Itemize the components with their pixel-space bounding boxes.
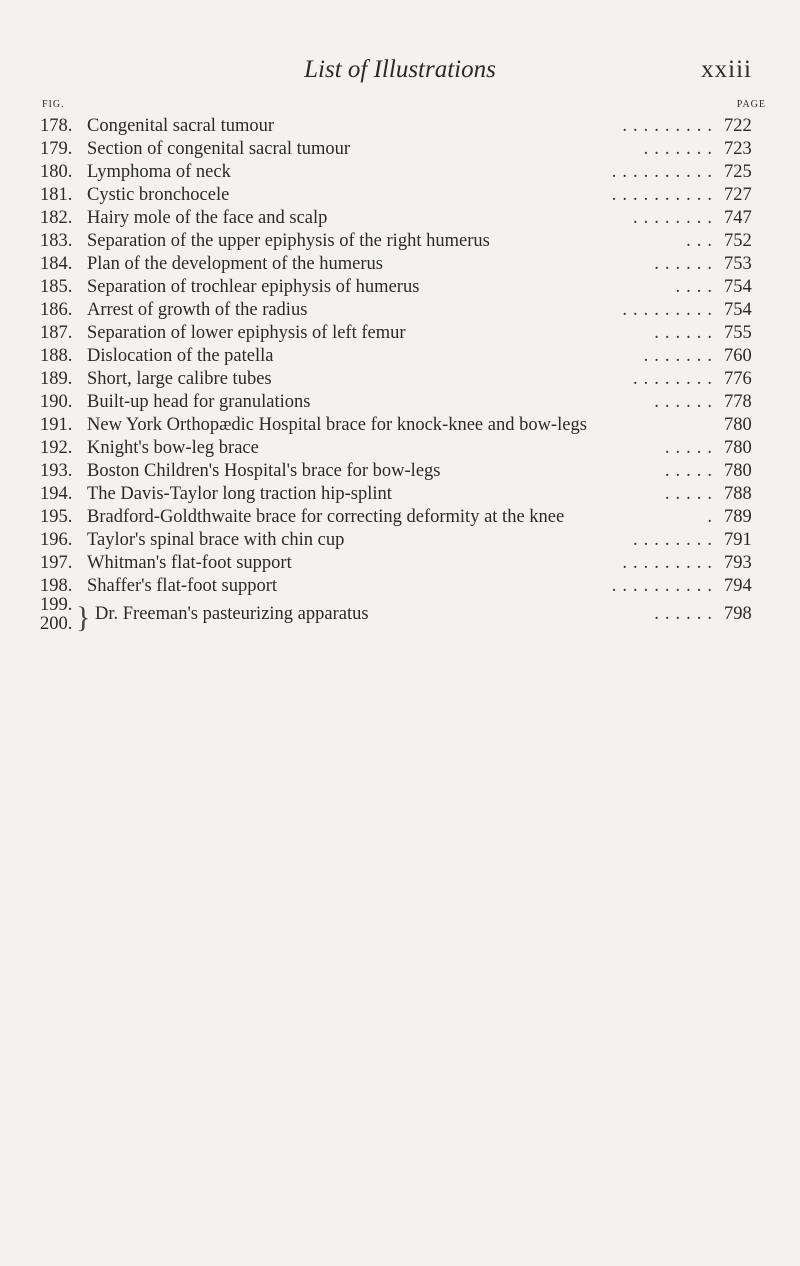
page-reference: 754 xyxy=(724,300,752,320)
page-reference: 798 xyxy=(724,604,752,624)
page-reference: 747 xyxy=(724,208,752,228)
figure-title: Shaffer's flat-foot support xyxy=(87,576,278,596)
list-item xyxy=(40,483,770,506)
figure-number: 194. xyxy=(40,484,73,504)
list-item xyxy=(40,460,770,483)
page-reference: 789 xyxy=(724,507,752,527)
leader-dots: . xyxy=(707,507,718,527)
page-title: List of Illustrations xyxy=(304,56,496,83)
figure-number: 183. xyxy=(40,231,73,251)
running-head xyxy=(0,56,800,90)
list-item xyxy=(40,368,770,391)
illustration-list xyxy=(40,115,770,642)
list-item-bracketed xyxy=(40,595,770,642)
page-reference: 780 xyxy=(724,415,752,435)
page-reference: 780 xyxy=(724,438,752,458)
list-item xyxy=(40,115,770,138)
figure-number: 182. xyxy=(40,208,73,228)
list-item xyxy=(40,184,770,207)
page-reference: 725 xyxy=(724,162,752,182)
figure-title: Dislocation of the patella xyxy=(87,346,274,366)
figure-title: Dr. Freeman's pasteurizing apparatus xyxy=(95,604,369,624)
list-item xyxy=(40,230,770,253)
figure-title: Separation of trochlear epiphysis of humerus xyxy=(87,277,420,297)
figure-title: Separation of the upper epiphysis of the right humerus xyxy=(87,231,490,251)
page-reference: 753 xyxy=(724,254,752,274)
page-reference: 791 xyxy=(724,530,752,550)
figure-title: Lymphoma of neck xyxy=(87,162,231,182)
figure-number: 196. xyxy=(40,530,73,550)
page-reference: 754 xyxy=(724,277,752,297)
list-item xyxy=(40,161,770,184)
figure-number: 191. xyxy=(40,415,73,435)
figure-number: 180. xyxy=(40,162,73,182)
page-reference: 794 xyxy=(724,576,752,596)
figure-number: 186. xyxy=(40,300,73,320)
page-reference: 755 xyxy=(724,323,752,343)
leader-dots: .......... xyxy=(611,185,718,205)
list-item xyxy=(40,299,770,322)
figure-number: 188. xyxy=(40,346,73,366)
brace-icon: } xyxy=(76,601,91,634)
figure-title: New York Orthopædic Hospital brace for knock-knee and bow-legs xyxy=(87,415,587,435)
figure-number: 185. xyxy=(40,277,73,297)
figure-title: Separation of lower epiphysis of left femur xyxy=(87,323,406,343)
figure-number: 190. xyxy=(40,392,73,412)
leader-dots: ...... xyxy=(654,323,718,343)
page-reference: 760 xyxy=(724,346,752,366)
figure-title: Section of congenital sacral tumour xyxy=(87,139,351,159)
page-number: xxiii xyxy=(701,56,752,83)
leader-dots: ......... xyxy=(622,553,718,573)
leader-dots: ...... xyxy=(654,392,718,412)
figure-number: 197. xyxy=(40,553,73,573)
column-headings xyxy=(42,99,766,113)
figure-number: 200. xyxy=(40,614,73,634)
figure-title: Cystic bronchocele xyxy=(87,185,230,205)
list-item xyxy=(40,575,770,598)
figure-title: Plan of the development of the humerus xyxy=(87,254,383,274)
figure-title: Congenital sacral tumour xyxy=(87,116,275,136)
page-reference: 788 xyxy=(724,484,752,504)
list-item xyxy=(40,253,770,276)
page-column-label: PAGE xyxy=(736,99,766,110)
figure-title: The Davis-Taylor long traction hip-splint xyxy=(87,484,392,504)
figure-number: 195. xyxy=(40,507,73,527)
figure-title: Arrest of growth of the radius xyxy=(87,300,308,320)
list-item xyxy=(40,138,770,161)
figure-number: 192. xyxy=(40,438,73,458)
figure-number: 193. xyxy=(40,461,73,481)
figure-title: Knight's bow-leg brace xyxy=(87,438,259,458)
list-item xyxy=(40,506,770,529)
list-item xyxy=(40,414,770,437)
list-item xyxy=(40,345,770,368)
page-reference: 727 xyxy=(724,185,752,205)
leader-dots: .......... xyxy=(611,576,718,596)
figure-number: 189. xyxy=(40,369,73,389)
leader-dots: ..... xyxy=(664,461,718,481)
figure-title: Whitman's flat-foot support xyxy=(87,553,292,573)
page-reference: 722 xyxy=(724,116,752,136)
page-reference: 752 xyxy=(724,231,752,251)
page-reference: 778 xyxy=(724,392,752,412)
list-item xyxy=(40,529,770,552)
leader-dots: ........ xyxy=(633,208,718,228)
list-item xyxy=(40,552,770,575)
leader-dots: ..... xyxy=(664,438,718,458)
page-reference: 780 xyxy=(724,461,752,481)
figure-title: Bradford-Goldthwaite brace for correcting deformity at the knee xyxy=(87,507,565,527)
list-item xyxy=(40,391,770,414)
leader-dots: ...... xyxy=(654,604,718,624)
page-reference: 723 xyxy=(724,139,752,159)
list-item xyxy=(40,322,770,345)
figure-number: 178. xyxy=(40,116,73,136)
leader-dots: ...... xyxy=(654,254,718,274)
figure-number: 184. xyxy=(40,254,73,274)
list-item xyxy=(40,437,770,460)
leader-dots: ........ xyxy=(633,369,718,389)
leader-dots: ......... xyxy=(622,116,718,136)
page-reference: 776 xyxy=(724,369,752,389)
leader-dots: ..... xyxy=(664,484,718,504)
figure-title: Hairy mole of the face and scalp xyxy=(87,208,328,228)
figure-title: Taylor's spinal brace with chin cup xyxy=(87,530,345,550)
leader-dots: ... xyxy=(686,231,718,251)
leader-dots: ....... xyxy=(643,139,718,159)
figure-title: Boston Children's Hospital's brace for bow-legs xyxy=(87,461,441,481)
figure-title: Short, large calibre tubes xyxy=(87,369,272,389)
list-item xyxy=(40,276,770,299)
figure-number: 187. xyxy=(40,323,73,343)
leader-dots: ....... xyxy=(643,346,718,366)
list-item xyxy=(40,207,770,230)
page-reference: 793 xyxy=(724,553,752,573)
leader-dots: ......... xyxy=(622,300,718,320)
fig-column-label: FIG. xyxy=(42,99,65,110)
figure-number: 179. xyxy=(40,139,73,159)
leader-dots: .... xyxy=(675,277,718,297)
figure-title: Built-up head for granulations xyxy=(87,392,311,412)
figure-number: 181. xyxy=(40,185,73,205)
leader-dots: ........ xyxy=(633,530,718,550)
figure-number: 198. xyxy=(40,576,73,596)
figure-number: 199. xyxy=(40,595,73,615)
leader-dots: .......... xyxy=(611,162,718,182)
